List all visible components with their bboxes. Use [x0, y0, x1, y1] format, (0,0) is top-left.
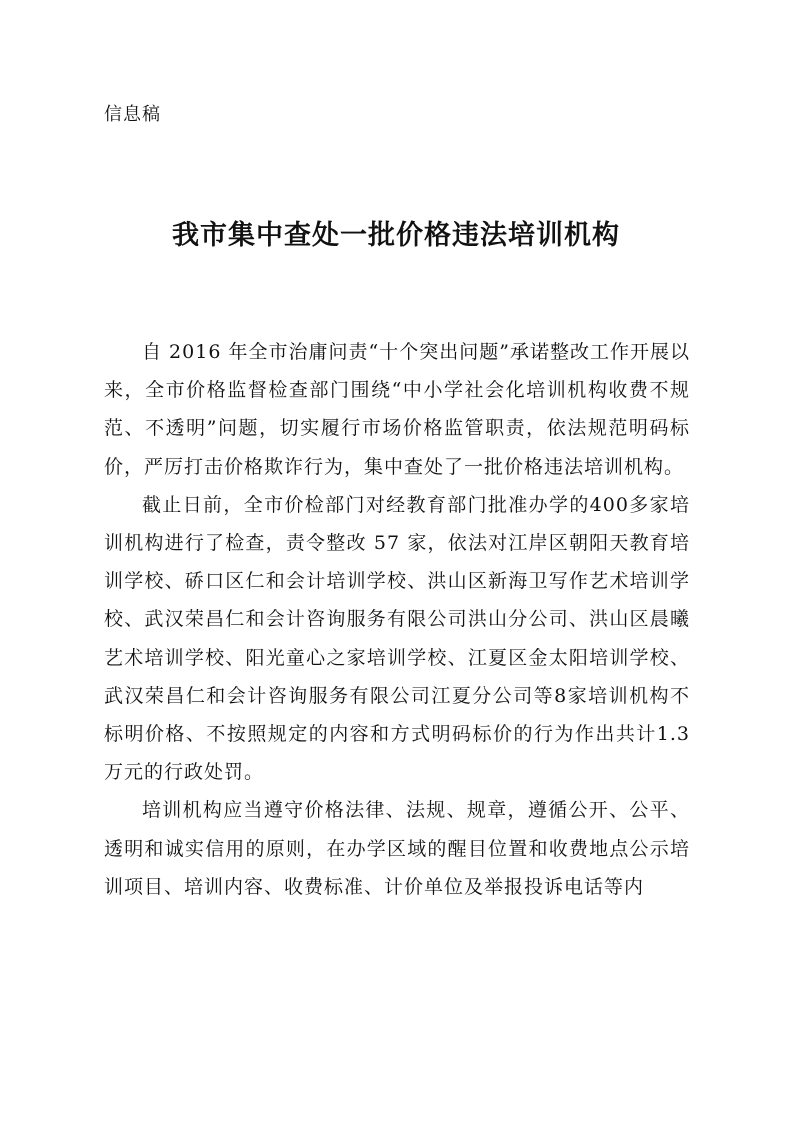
document-type-label: 信息稿	[104, 104, 161, 125]
document-body	[104, 333, 690, 906]
paragraph: 截止日前，全市价检部门对经教育部门批准办学的400多家培训机构进行了检查，责令整改 57 家，依法对江岸区朝阳天教育培训学校、硚口区仁和会计培训学校、洪山区新海卫写作艺术培训学校、武汉荣昌仁和会计咨询服务有限公司洪山分公司、洪山区晨曦艺术培训学校、阳光童心之家培训学校、江夏区金太阳培训学校、武汉荣昌仁和会计咨询服务有限公司江夏分公司等8家培训机构不标明价格、不按照规定的内容和方式明码标价的行为作出共计1.3万元的行政处罚。	[104, 493, 690, 784]
paragraph: 自 2016 年全市治庸问责“十个突出问题”承诺整改工作开展以来，全市价格监督检查部门围绕“中小学社会化培训机构收费不规范、不透明”问题，切实履行市场价格监管职责，依法规范明码标价，严厉打击价格欺诈行为，集中查处了一批价格违法培训机构。	[104, 341, 690, 478]
paragraph: 培训机构应当遵守价格法律、法规、规章，遵循公开、公平、透明和诚实信用的原则，在办学区域的醒目位置和收费地点公示培训项目、培训内容、收费标准、计价单位及举报投诉电话等内	[104, 799, 690, 898]
document-title: 我市集中查处一批价格违法培训机构	[172, 220, 620, 251]
